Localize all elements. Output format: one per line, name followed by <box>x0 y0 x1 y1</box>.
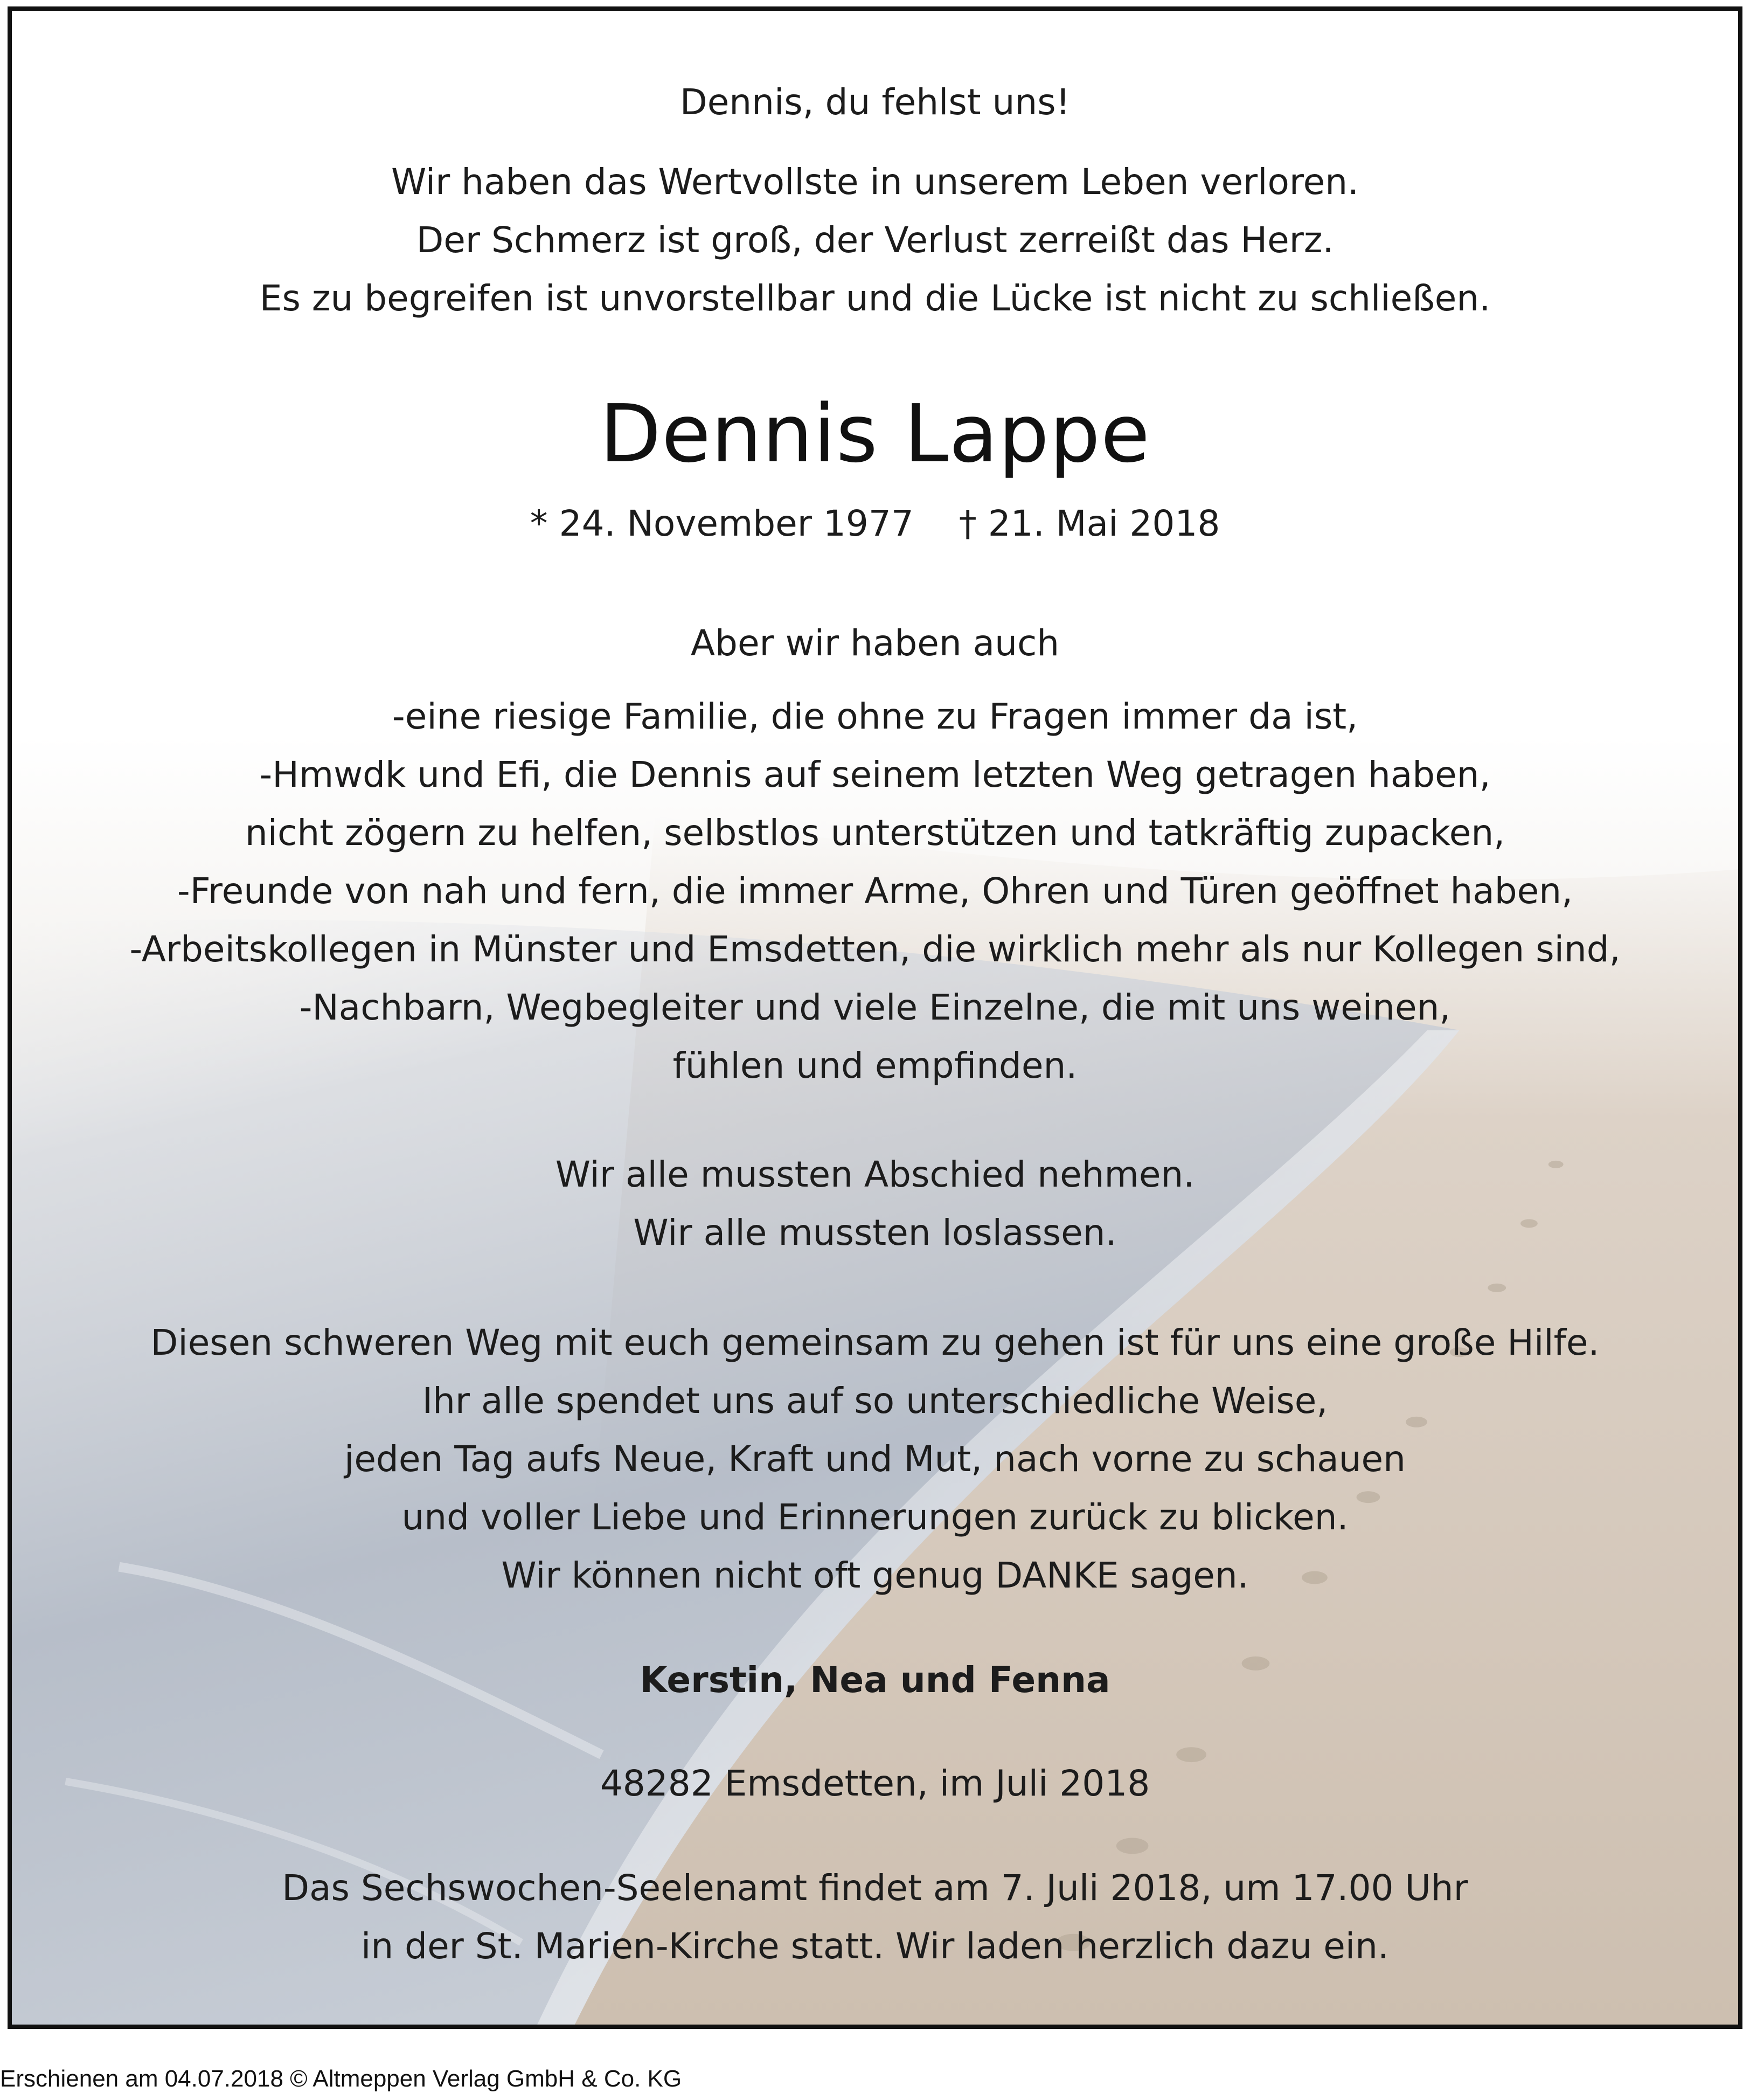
thanks-item: -Arbeitskollegen in Münster und Emsdetten, die wirklich mehr als nur Kollegen sind, <box>129 928 1621 970</box>
gratitude-line: und voller Liebe und Erinnerungen zurück zu blicken. <box>401 1496 1349 1538</box>
opening-line: Dennis, du fehlst uns! <box>679 81 1071 123</box>
service-info: in der St. Marien-Kirche statt. Wir laden herzlich dazu ein. <box>361 1925 1389 1967</box>
intro-line: Wir haben das Wertvollste in unserem Leben verloren. <box>391 161 1359 203</box>
thanks-item: fühlen und empfinden. <box>672 1045 1078 1086</box>
life-dates: * 24. November 1977 † 21. Mai 2018 <box>530 503 1220 544</box>
farewell-line: Wir alle mussten Abschied nehmen. <box>555 1154 1195 1195</box>
publication-credit: Erschienen am 04.07.2018 © Altmeppen Verlag GmbH & Co. KG <box>0 2066 682 2092</box>
gratitude-line: Wir können nicht oft genug DANKE sagen. <box>501 1555 1249 1596</box>
gratitude-line: Ihr alle spendet uns auf so unterschiedliche Weise, <box>422 1380 1328 1422</box>
notice-frame <box>8 6 1742 2029</box>
thanks-item: nicht zögern zu helfen, selbstlos unterstützen und tatkräftig zupacken, <box>245 812 1505 854</box>
gratitude-line: Diesen schweren Weg mit euch gemeinsam zu gehen ist für uns eine große Hilfe. <box>150 1322 1600 1363</box>
deceased-name: Dennis Lappe <box>600 387 1150 480</box>
service-info: Das Sechswochen-Seelenamt findet am 7. Juli 2018, um 17.00 Uhr <box>282 1867 1468 1909</box>
gratitude-line: jeden Tag aufs Neue, Kraft und Mut, nach vorne zu schauen <box>344 1438 1406 1480</box>
thanks-item: -Hmwdk und Efi, die Dennis auf seinem letzten Weg getragen haben, <box>259 754 1491 795</box>
signatories: Kerstin, Nea und Fenna <box>640 1659 1110 1701</box>
farewell-line: Wir alle mussten loslassen. <box>633 1212 1117 1253</box>
thanks-item: -eine riesige Familie, die ohne zu Fragen immer da ist, <box>392 696 1358 737</box>
thanks-item: -Freunde von nah und fern, die immer Arme, Ohren und Türen geöffnet haben, <box>177 870 1573 912</box>
place-date: 48282 Emsdetten, im Juli 2018 <box>600 1763 1150 1804</box>
notice-text <box>12 11 1738 2025</box>
thanks-intro: Aber wir haben auch <box>690 622 1060 664</box>
intro-line: Der Schmerz ist groß, der Verlust zerreißt das Herz. <box>416 219 1334 261</box>
thanks-item: -Nachbarn, Wegbegleiter und viele Einzelne, die mit uns weinen, <box>299 987 1451 1028</box>
intro-line: Es zu begreifen ist unvorstellbar und die Lücke ist nicht zu schließen. <box>259 278 1491 319</box>
